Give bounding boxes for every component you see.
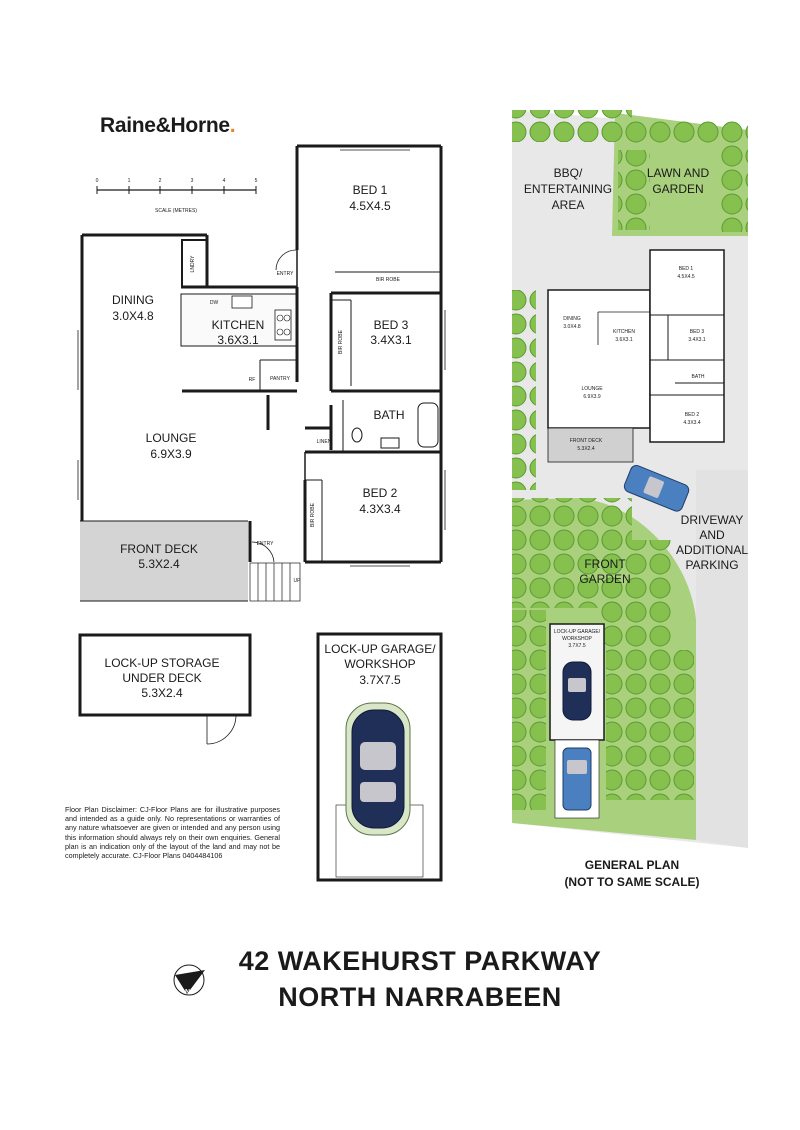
svg-text:BED 3: BED 3 xyxy=(373,318,409,332)
svg-text:LOCK-UP GARAGE/: LOCK-UP GARAGE/ xyxy=(324,642,436,656)
svg-text:BED 1: BED 1 xyxy=(678,266,694,272)
svg-text:LOUNGE: LOUNGE xyxy=(145,431,197,445)
svg-text:0: 0 xyxy=(95,178,99,184)
svg-text:WORKSHOP: WORKSHOP xyxy=(344,657,416,671)
svg-text:N: N xyxy=(185,989,191,996)
svg-text:LAWN AND: LAWN AND xyxy=(646,166,710,180)
svg-text:5.3X2.4: 5.3X2.4 xyxy=(577,446,595,452)
svg-text:3.4X3.1: 3.4X3.1 xyxy=(688,337,706,343)
svg-text:ENTERTAINING: ENTERTAINING xyxy=(523,182,613,196)
svg-text:BIR ROBE: BIR ROBE xyxy=(310,503,316,527)
car-icon xyxy=(563,662,591,720)
svg-text:LNDRY: LNDRY xyxy=(190,255,196,273)
svg-text:3: 3 xyxy=(190,178,194,184)
svg-text:BATH: BATH xyxy=(373,408,405,422)
svg-text:LINEN: LINEN xyxy=(316,439,332,445)
svg-text:BED 2: BED 2 xyxy=(362,486,398,500)
svg-text:4: 4 xyxy=(222,178,226,184)
svg-text:3.0X4.8: 3.0X4.8 xyxy=(112,309,154,323)
svg-text:DW: DW xyxy=(209,300,219,306)
svg-text:ADDITIONAL: ADDITIONAL xyxy=(675,543,749,557)
svg-text:3.6X3.1: 3.6X3.1 xyxy=(615,337,633,343)
scale-bar xyxy=(96,178,258,214)
svg-text:DINING: DINING xyxy=(112,293,154,307)
deck-stairs xyxy=(250,563,300,601)
svg-text:AREA: AREA xyxy=(551,198,585,212)
svg-text:6.9X3.9: 6.9X3.9 xyxy=(150,447,192,461)
svg-text:5: 5 xyxy=(254,178,258,184)
svg-text:4.3X3.4: 4.3X3.4 xyxy=(359,502,401,516)
general-site-plan xyxy=(512,110,748,889)
svg-text:BED 2: BED 2 xyxy=(684,412,700,418)
svg-text:UP: UP xyxy=(293,578,301,584)
svg-text:FRONT: FRONT xyxy=(584,557,626,571)
svg-text:BED 3: BED 3 xyxy=(689,329,705,335)
svg-text:3.7X7.5: 3.7X7.5 xyxy=(359,673,401,687)
main-floor-plan xyxy=(78,146,445,601)
car-icon xyxy=(563,748,591,810)
svg-text:KITCHEN: KITCHEN xyxy=(211,318,265,332)
car-icon xyxy=(346,703,410,835)
svg-text:ENTRY: ENTRY xyxy=(256,541,274,547)
svg-text:ENTRY: ENTRY xyxy=(276,271,294,277)
svg-text:LOCK-UP GARAGE/: LOCK-UP GARAGE/ xyxy=(553,629,601,635)
svg-text:1: 1 xyxy=(127,178,131,184)
svg-text:BBQ/: BBQ/ xyxy=(553,166,583,180)
svg-text:PARKING: PARKING xyxy=(685,558,739,572)
svg-text:6.9X3.9: 6.9X3.9 xyxy=(583,394,601,400)
svg-text:3.7X7.5: 3.7X7.5 xyxy=(568,643,586,649)
floor-plan-disclaimer: Floor Plan Disclaimer: CJ-Floor Plans are for illustrative purposes and intended as a guide only. No representations or warranties of any nature whatsoever are given or intended and any person using this information should always rely on their own enquiries. General plan is an indication only of the layout of the land and may not be completely accurate. CJ-Floor Plans 0404484106 xyxy=(65,805,280,861)
svg-text:DRIVEWAY: DRIVEWAY xyxy=(680,513,744,527)
svg-text:BED 1: BED 1 xyxy=(352,183,388,197)
svg-text:AND: AND xyxy=(699,528,725,542)
svg-text:4.5X4.5: 4.5X4.5 xyxy=(677,274,695,280)
svg-text:LOCK-UP STORAGE: LOCK-UP STORAGE xyxy=(104,656,220,670)
svg-text:3.6X3.1: 3.6X3.1 xyxy=(217,333,259,347)
svg-text:LOUNGE: LOUNGE xyxy=(581,386,603,392)
svg-text:3.4X3.1: 3.4X3.1 xyxy=(370,333,412,347)
svg-text:GARDEN: GARDEN xyxy=(579,572,631,586)
svg-text:4.3X3.4: 4.3X3.4 xyxy=(683,420,701,426)
svg-text:WORKSHOP: WORKSHOP xyxy=(562,636,592,642)
address-line-1: 42 WAKEHURST PARKWAY xyxy=(238,946,602,976)
svg-text:KITCHEN: KITCHEN xyxy=(613,329,635,335)
svg-text:5.3X2.4: 5.3X2.4 xyxy=(138,557,180,571)
lockup-garage xyxy=(318,634,441,880)
svg-text:DINING: DINING xyxy=(563,316,581,322)
svg-text:BIR ROBE: BIR ROBE xyxy=(338,330,344,354)
svg-text:(NOT TO SAME SCALE): (NOT TO SAME SCALE) xyxy=(564,875,700,889)
svg-text:RF: RF xyxy=(248,377,256,383)
svg-text:SCALE (METRES): SCALE (METRES) xyxy=(155,208,197,214)
svg-text:FRONT DECK: FRONT DECK xyxy=(569,438,603,444)
svg-text:GENERAL PLAN: GENERAL PLAN xyxy=(584,858,680,872)
svg-text:2: 2 xyxy=(158,178,162,184)
lockup-storage xyxy=(80,635,250,744)
svg-text:FRONT DECK: FRONT DECK xyxy=(120,542,198,556)
svg-text:UNDER DECK: UNDER DECK xyxy=(122,671,202,685)
svg-text:BATH: BATH xyxy=(691,374,705,380)
svg-text:PANTRY: PANTRY xyxy=(270,376,290,382)
svg-text:5.3X2.4: 5.3X2.4 xyxy=(141,686,183,700)
address-line-2: NORTH NARRABEEN xyxy=(278,982,562,1012)
svg-text:GARDEN: GARDEN xyxy=(652,182,704,196)
svg-text:3.0X4.8: 3.0X4.8 xyxy=(563,324,581,330)
svg-text:BIR ROBE: BIR ROBE xyxy=(376,277,400,283)
svg-text:4.5X4.5: 4.5X4.5 xyxy=(349,199,391,213)
brand-logo: Raine&Horne. xyxy=(100,114,236,137)
